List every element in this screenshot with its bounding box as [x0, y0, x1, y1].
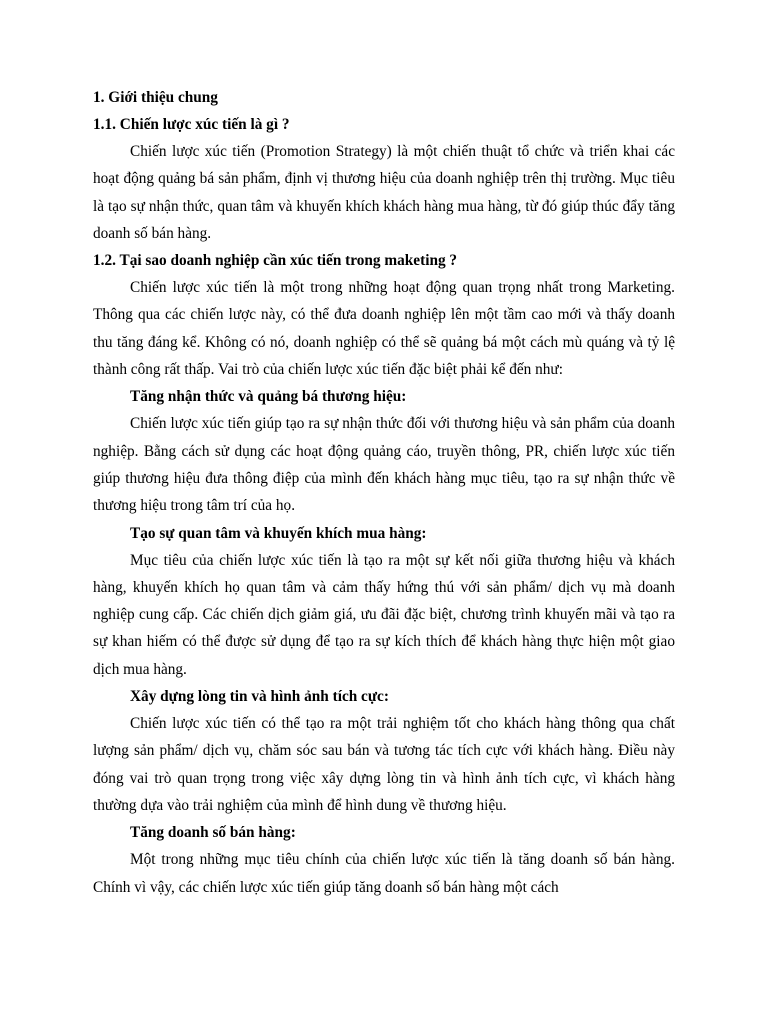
paragraph-interest-purchase: Mục tiêu của chiến lược xúc tiến là tạo ra một sự kết nối giữa thương hiệu và khách hàng, khuyến khích họ quan tâm và cảm thấy hứng thú với sản phẩm/ dịch vụ mà doanh nghiệp cung cấp. Các chiến dịch giảm giá, ưu đãi đặc biệt, chương trình khuyến mãi và tạo ra sự khan hiếm có thể được sử dụng để tạo ra sự kích thích để khách hàng thực hiện một giao dịch mua hàng.	[93, 551, 675, 678]
subheading-interest-purchase: Tạo sự quan tâm và khuyến khích mua hàng:	[130, 524, 427, 542]
document-page	[93, 84, 675, 901]
section-heading-what-is-promotion: 1.1. Chiến lược xúc tiến là gì ?	[93, 116, 290, 133]
section-heading-intro: 1. Giới thiệu chung	[93, 89, 218, 106]
subheading-trust-image: Xây dựng lòng tin và hình ảnh tích cực:	[130, 688, 389, 706]
section-heading-why-promotion: 1.2. Tại sao doanh nghiệp cần xúc tiến trong maketing ?	[93, 252, 458, 270]
paragraph-increase-sales: Một trong những mục tiêu chính của chiến lược xúc tiến là tăng doanh số bán hàng. Chính vì vậy, các chiến lược xúc tiến giúp tăng doanh số bán hàng một cách	[93, 851, 675, 896]
paragraph-brand-awareness: Chiến lược xúc tiến giúp tạo ra sự nhận thức đối với thương hiệu và sản phẩm của doanh nghiệp. Bằng cách sử dụng các hoạt động quảng cáo, truyền thông, PR, chiến lược xúc tiến giúp thương hiệu đưa thông điệp của mình đến khách hàng mục tiêu, tạo ra sự nhận thức về thương hiệu trong tâm trí của họ.	[93, 415, 675, 515]
paragraph-trust-image: Chiến lược xúc tiến có thể tạo ra một trải nghiệm tốt cho khách hàng thông qua chất lượng sản phẩm/ dịch vụ, chăm sóc sau bán và tương tác tích cực với khách hàng. Điều này đóng vai trò quan trọng trong việc xây dựng lòng tin và hình ảnh tích cực, vì khách hàng thường dựa vào trải nghiệm của mình để hình dung về thương hiệu.	[93, 715, 675, 814]
subheading-increase-sales: Tăng doanh số bán hàng:	[130, 824, 296, 842]
paragraph-importance: Chiến lược xúc tiến là một trong những hoạt động quan trọng nhất trong Marketing. Thông qua các chiến lược này, có thể đưa doanh nghiệp lên một tầm cao mới và thấy doanh thu tăng đáng kể. Không có nó, doanh nghiệp có thể sẽ quảng bá một cách mù quáng và tỷ lệ thành công rất thấp. Vai trò của chiến lược xúc tiến đặc biệt phải kể đến như:	[93, 279, 675, 379]
paragraph-definition: Chiến lược xúc tiến (Promotion Strategy) là một chiến thuật tổ chức và triển khai các hoạt động quảng bá sản phẩm, định vị thương hiệu của doanh nghiệp trên thị trường. Mục tiêu là tạo sự nhận thức, quan tâm và khuyến khích khách hàng mua hàng, từ đó giúp thúc đẩy tăng doanh số bán hàng.	[93, 143, 675, 242]
subheading-brand-awareness: Tăng nhận thức và quảng bá thương hiệu:	[130, 388, 407, 406]
